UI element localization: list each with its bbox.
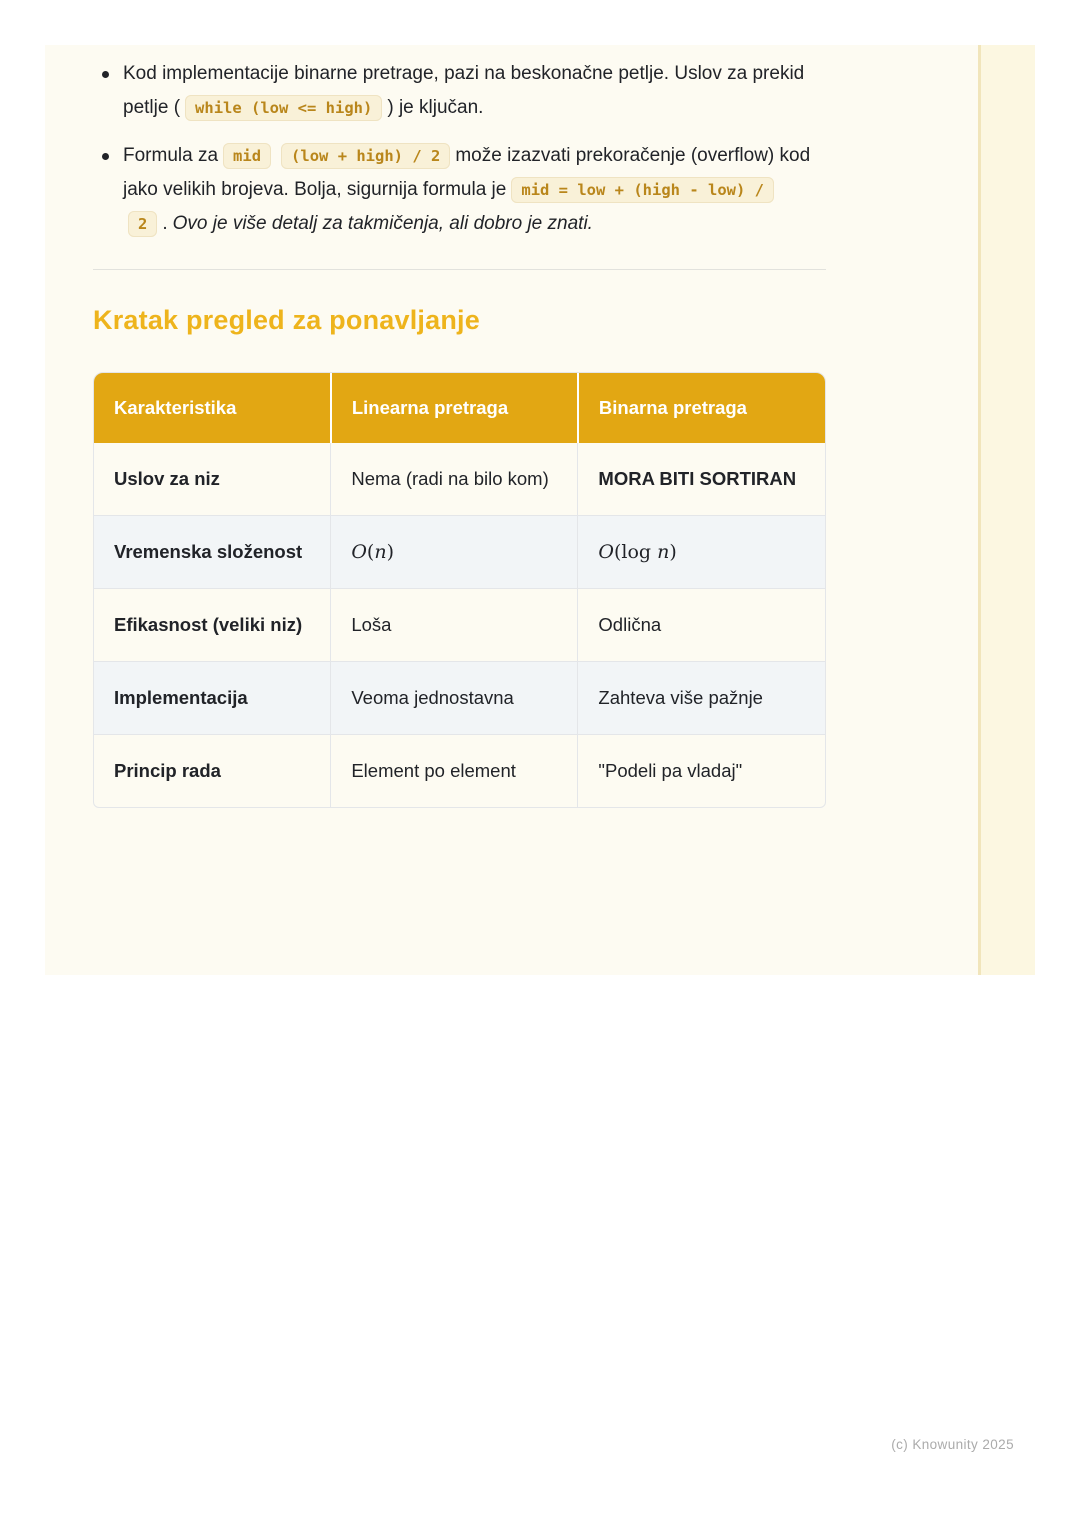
binary-search-cell [578,735,825,808]
math-expression: O(log n) [598,541,677,563]
document-page [45,45,1035,975]
bullet-text: Formula za [123,145,219,166]
feature-cell: Uslov za niz [94,443,331,516]
section-divider [93,269,826,270]
binary-value-text: MORA BITI SORTIRAN [598,468,797,489]
bullet-text: ) je ključan. [387,97,484,118]
section-heading: Kratak pregled za ponavljanje [93,305,480,335]
table-body [94,443,825,807]
inline-code-chip: mid = low + (high - low) / 2 [128,177,774,237]
table-row [94,589,825,662]
binary-search-cell [578,662,825,735]
linear-search-cell: Veoma jednostavna [331,662,578,735]
comparison-table [93,372,826,808]
binary-search-cell [578,516,825,589]
table-row [94,516,825,589]
table-header-cell: Linearna pretraga [331,373,578,443]
inline-code-chip: while (low <= high) [185,95,382,121]
feature-cell: Vremenska složenost [94,516,331,589]
page-content [45,45,978,975]
linear-search-cell: Loša [331,589,578,662]
italic-note-text: Ovo je više detalj za takmičenja, ali dobro je znati. [172,213,593,234]
inline-code-chip: mid [223,143,271,169]
feature-cell: Princip rada [94,735,331,808]
table-header-cell: Binarna pretraga [578,373,825,443]
bullet-list [93,57,826,241]
linear-search-cell [331,516,578,589]
bullet-item [93,57,826,125]
math-expression: O(n) [351,541,395,563]
bullet-text: može izazvati prekoračenje (overflow) kod jako velikih brojeva. Bolja, sigurnija formula je [123,145,811,200]
binary-value-text: Zahteva više pažnje [598,687,763,708]
copyright-footer: (c) Knowunity 2025 [891,1437,1014,1452]
table-row [94,735,825,808]
binary-value-text: Odlična [598,614,662,635]
table-header-row [94,373,825,443]
bullet-text: Kod implementacije binarne pretrage, pazi na beskonačne petlje. Uslov za prekid petlje ( [123,63,805,118]
bullet-item [93,139,826,241]
table-row [94,662,825,735]
table-header-cell: Karakteristika [94,373,331,443]
linear-search-cell: Element po element [331,735,578,808]
binary-value-text: "Podeli pa vladaj" [598,760,743,781]
inline-code-chip: (low + high) / 2 [281,143,450,169]
binary-search-cell [578,589,825,662]
feature-cell: Efikasnost (veliki niz) [94,589,331,662]
bullet-text: . [162,213,168,234]
binary-search-cell [578,443,825,516]
linear-search-cell: Nema (radi na bilo kom) [331,443,578,516]
feature-cell: Implementacija [94,662,331,735]
comparison-table-grid [94,373,825,807]
page-edge-stripe [978,45,1035,975]
table-row [94,443,825,516]
